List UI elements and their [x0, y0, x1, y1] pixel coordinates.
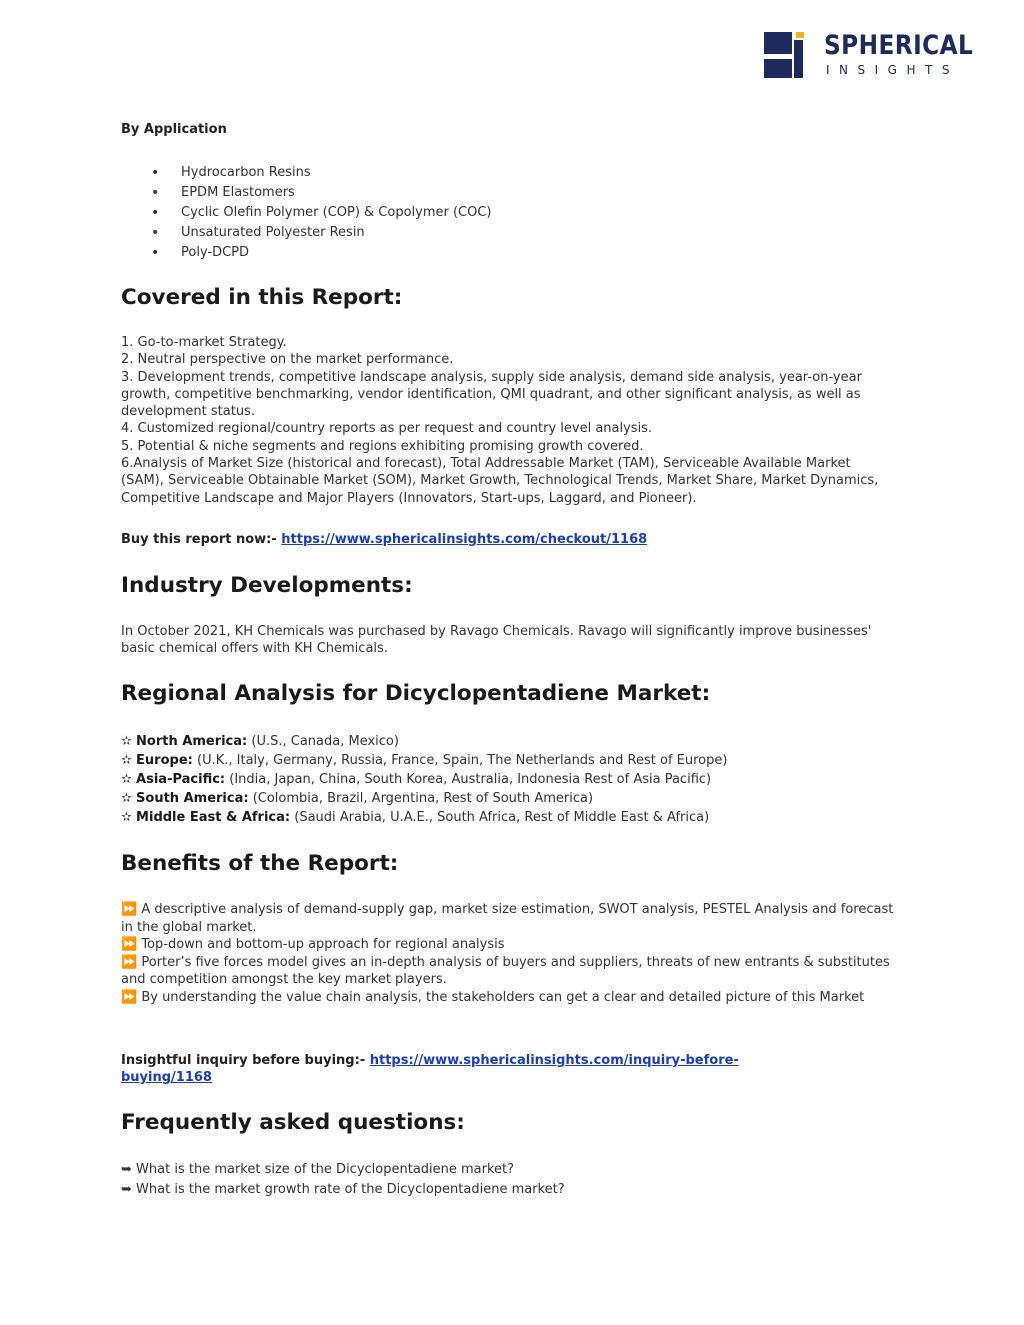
buy-report-line [121, 531, 881, 548]
list-item: ✫ South America: (Colombia, Brazil, Argentina, Rest of South America) [121, 791, 594, 806]
inquiry-link[interactable]: https://www.sphericalinsights.com/inquiry-before-buying/1168 [121, 1053, 739, 1086]
list-item: • Unsaturated Polyester Resin [151, 225, 365, 241]
bullet-icon: • [151, 185, 160, 201]
list-item: • Hydrocarbon Resins [151, 165, 311, 181]
list-item: • Cyclic Olefin Polymer (COP) & Copolymer (COC) [151, 205, 492, 221]
list-item: ✫ Asia-Pacific: (India, Japan, China, South Korea, Australia, Indonesia Rest of Asia Pacific) [121, 772, 712, 787]
buy-report-link[interactable]: https://www.sphericalinsights.com/checkout/1168 [281, 532, 648, 547]
list-item: • Poly-DCPD [151, 245, 250, 261]
company-logo [764, 30, 976, 80]
list-item: ✫ North America: (U.S., Canada, Mexico) [121, 734, 399, 749]
list-item: ⏩ Top-down and bottom-up approach for regional analysis [121, 937, 505, 953]
regional-heading: Regional Analysis for Dicyclopentadiene Market: [121, 681, 711, 706]
buy-label: Buy this report now:- [121, 532, 277, 547]
bullet-icon: • [151, 245, 160, 261]
logo-mark-icon [764, 32, 820, 78]
list-item: ⏩ By understanding the value chain analysis, the stakeholders can get a clear and detailed picture of this Market [121, 989, 865, 1005]
logo-subword: INSIGHTS [826, 63, 959, 77]
list-item: ✫ Europe: (U.K., Italy, Germany, Russia, France, Spain, The Netherlands and Rest of Europe) [121, 753, 728, 768]
logo-wordmark: SPHERICAL [824, 30, 974, 61]
list-item: 6.Analysis of Market Size (historical and forecast), Total Addressable Market (TAM), Serviceable Available Market (SAM), Serviceable Obtainable Market (SOM), Market Growth, Technological Trends, Market Share, Market Dynamics, Competitive Landscape and Major Players (Innovators, Start-ups, Laggard, and Pioneer). [121, 456, 879, 506]
industry-text: In October 2021, KH Chemicals was purchased by Ravago Chemicals. Ravago will significantly improve businesses' basic chemical offers with KH Chemicals. [121, 624, 872, 657]
star-icon: ✫ [121, 753, 132, 768]
star-icon: ✫ [121, 791, 132, 806]
by-application-heading: By Application [121, 122, 227, 137]
list-item: ✫ Middle East & Africa: (Saudi Arabia, U.A.E., South Africa, Rest of Middle East & Africa) [121, 810, 710, 825]
inquiry-line [121, 1052, 821, 1087]
inquiry-label: Insightful inquiry before buying:- [121, 1053, 366, 1068]
arrow-right-icon: ➥ [121, 1162, 132, 1177]
bullet-icon: • [151, 165, 160, 181]
list-item: ⏩ Porter’s five forces model gives an in-depth analysis of buyers and suppliers, threats of new entrants & substitutes and competition amongst the key market players. [121, 954, 890, 988]
bullet-icon: • [151, 225, 160, 241]
list-item: 1. Go-to-market Strategy. [121, 335, 287, 350]
list-item: 5. Potential & niche segments and regions exhibiting promising growth covered. [121, 438, 644, 454]
bullet-icon: • [151, 205, 160, 221]
industry-heading: Industry Developments: [121, 573, 413, 598]
benefits-list [121, 901, 896, 1007]
covered-list [121, 334, 896, 507]
application-list [121, 163, 492, 263]
region-list [121, 732, 896, 827]
fast-forward-icon: ⏩ [121, 954, 138, 970]
list-item: 2. Neutral perspective on the market performance. [121, 352, 454, 368]
star-icon: ✫ [121, 810, 132, 825]
list-item: ➥ What is the market growth rate of the Dicyclopentadiene market? [121, 1181, 565, 1197]
list-item: ⏩ A descriptive analysis of demand-supply gap, market size estimation, SWOT analysis, PESTEL Analysis and forecast in the global market. [121, 902, 894, 935]
benefits-heading: Benefits of the Report: [121, 851, 399, 876]
faq-heading: Frequently asked questions: [121, 1110, 465, 1135]
list-item: 4. Customized regional/country reports as per request and country level analysis. [121, 421, 653, 437]
list-item: • EPDM Elastomers [151, 185, 295, 201]
covered-heading: Covered in this Report: [121, 285, 403, 310]
star-icon: ✫ [121, 772, 132, 787]
fast-forward-icon: ⏩ [121, 937, 138, 953]
list-item: ➥ What is the market size of the Dicyclopentadiene market? [121, 1162, 515, 1177]
fast-forward-icon: ⏩ [121, 902, 138, 917]
list-item: 3. Development trends, competitive landscape analysis, supply side analysis, demand side analysis, year-on-year growth, competitive benchmarking, vendor identification, QMI quadrant, and other significant analysis, as well as development status. [121, 369, 862, 420]
fast-forward-icon: ⏩ [121, 989, 138, 1005]
faq-list [121, 1160, 896, 1199]
arrow-right-icon: ➥ [121, 1181, 132, 1197]
star-icon: ✫ [121, 734, 132, 749]
